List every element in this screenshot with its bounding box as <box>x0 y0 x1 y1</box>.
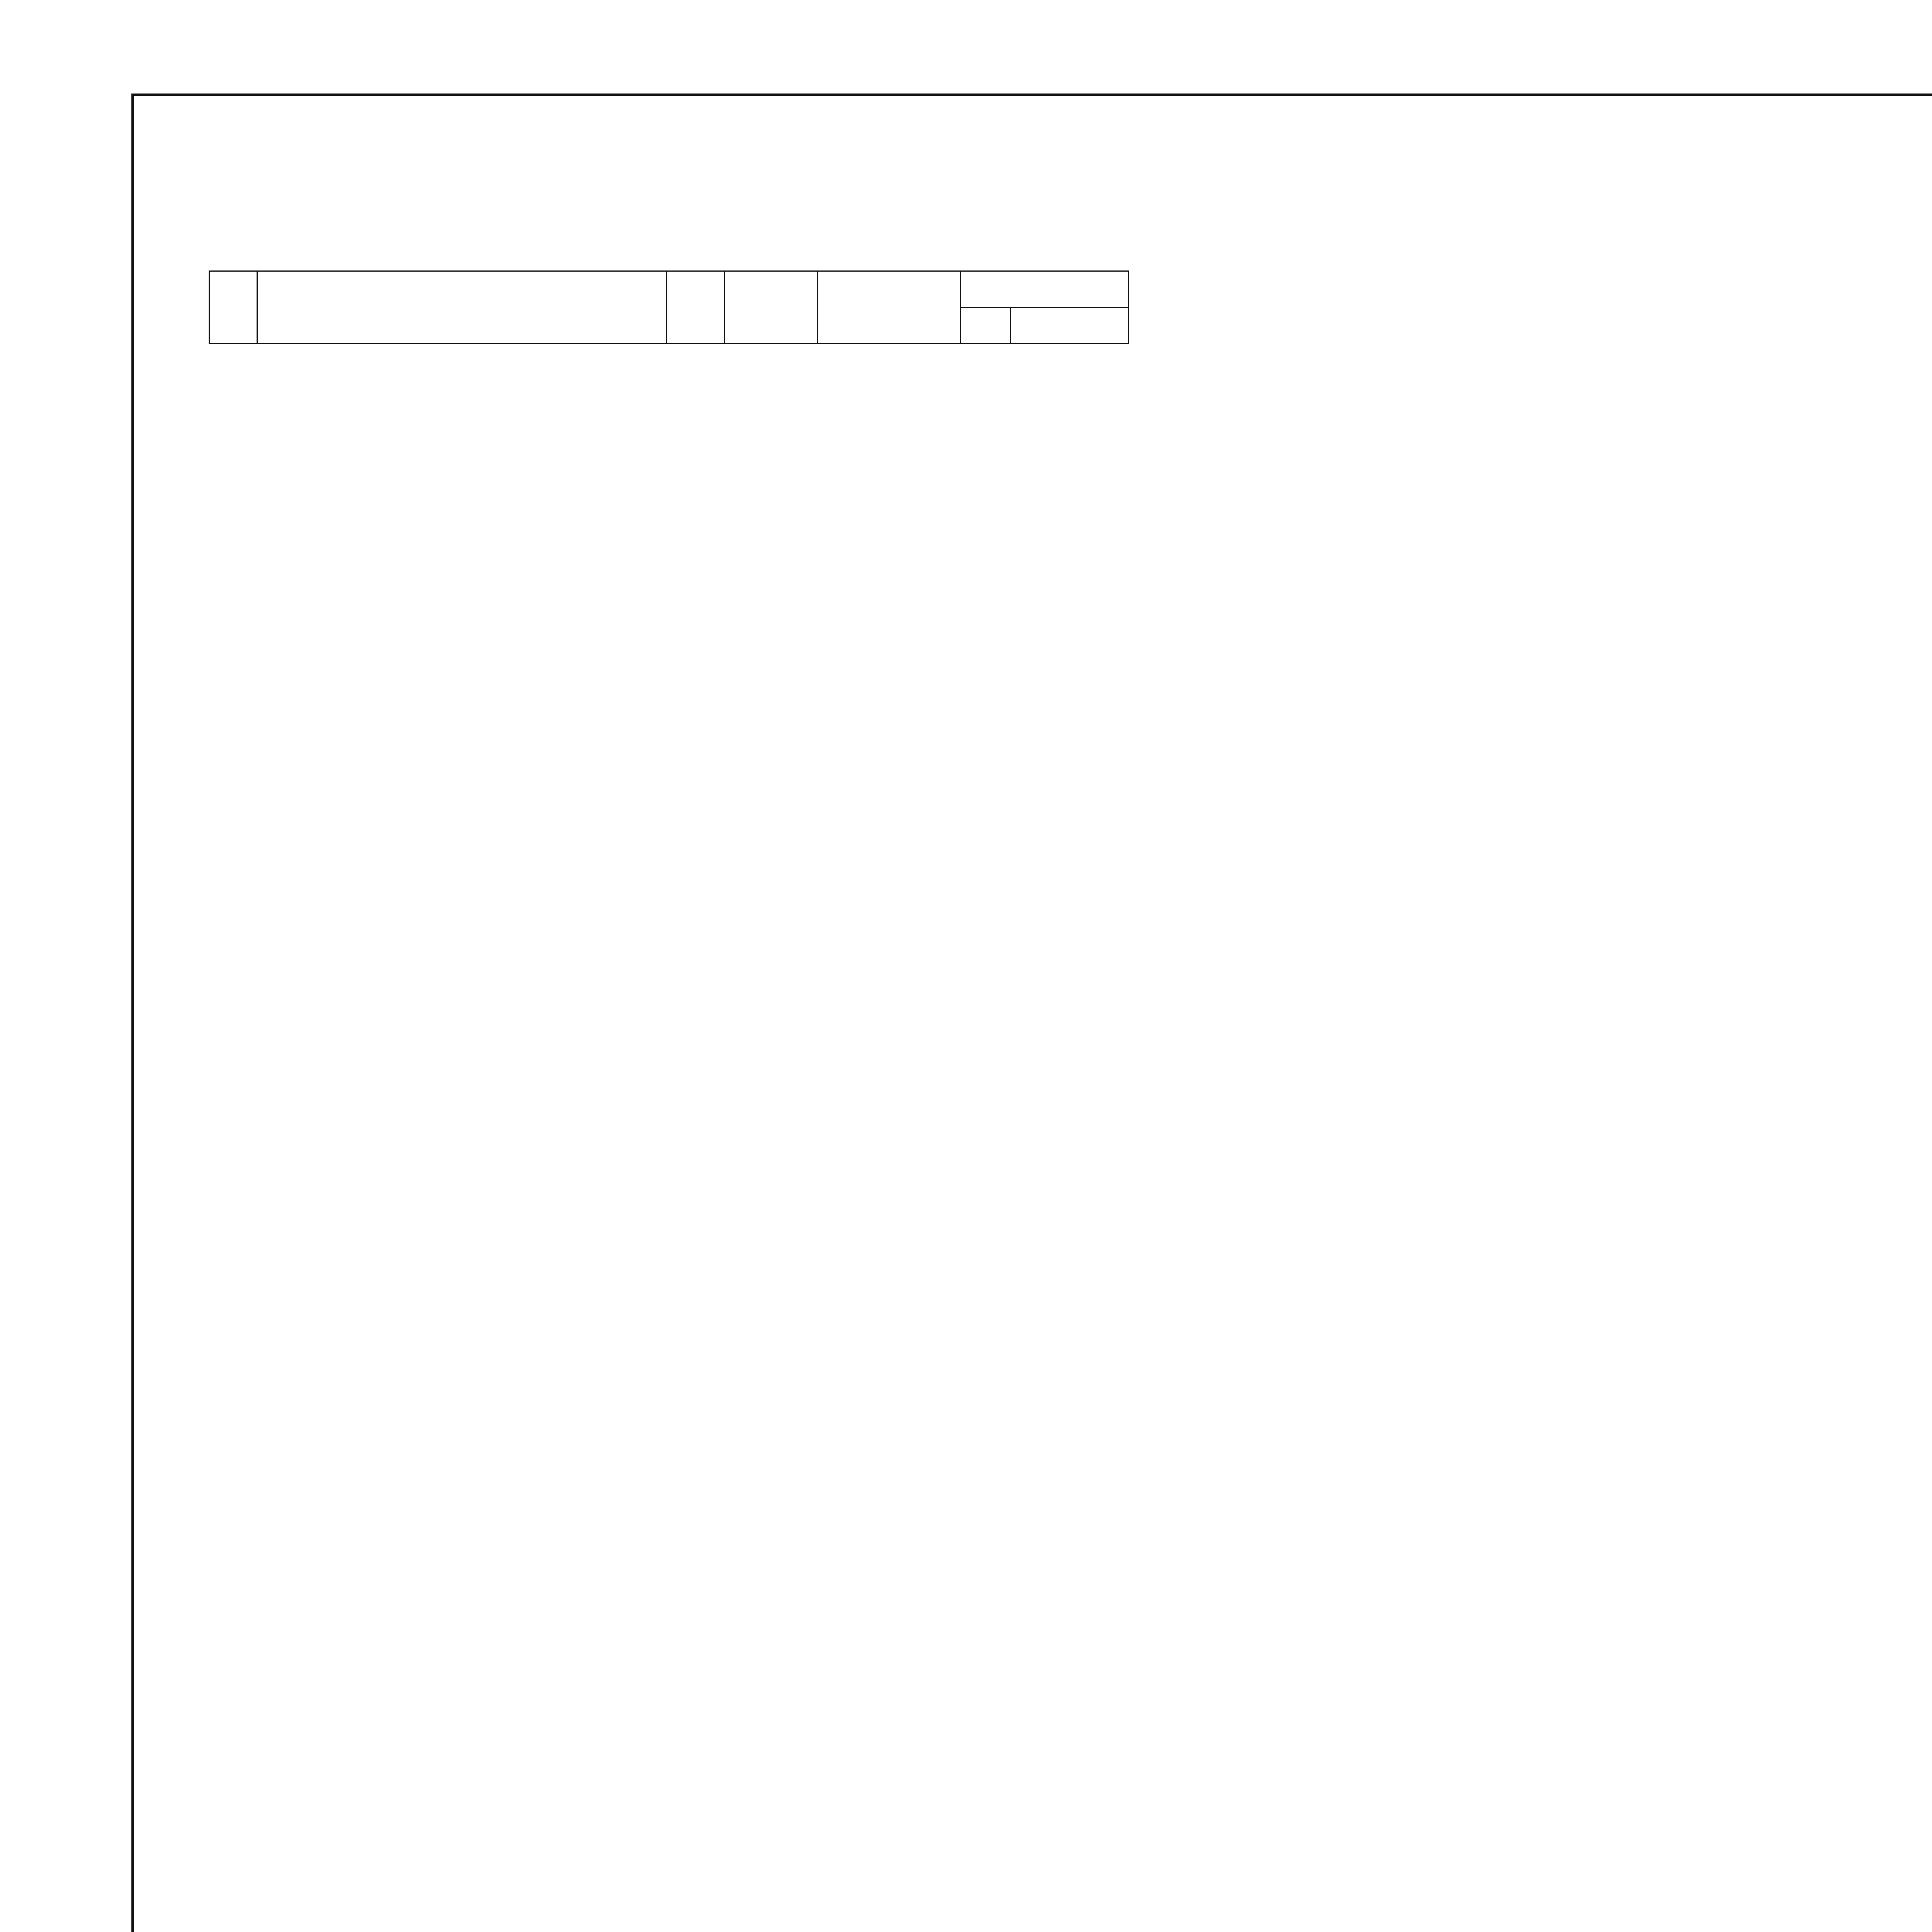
drawing-frame <box>131 94 1932 1932</box>
col-volume-header <box>725 271 818 344</box>
col-name-header <box>257 271 667 344</box>
col-unit-header <box>667 271 725 344</box>
col-profession-header <box>961 308 1011 344</box>
col-number-header <box>209 271 257 344</box>
col-quantity-header <box>1011 308 1129 344</box>
col-labor-header <box>818 271 961 344</box>
work-schedule-table <box>209 270 1202 344</box>
col-team-header <box>961 271 1129 308</box>
